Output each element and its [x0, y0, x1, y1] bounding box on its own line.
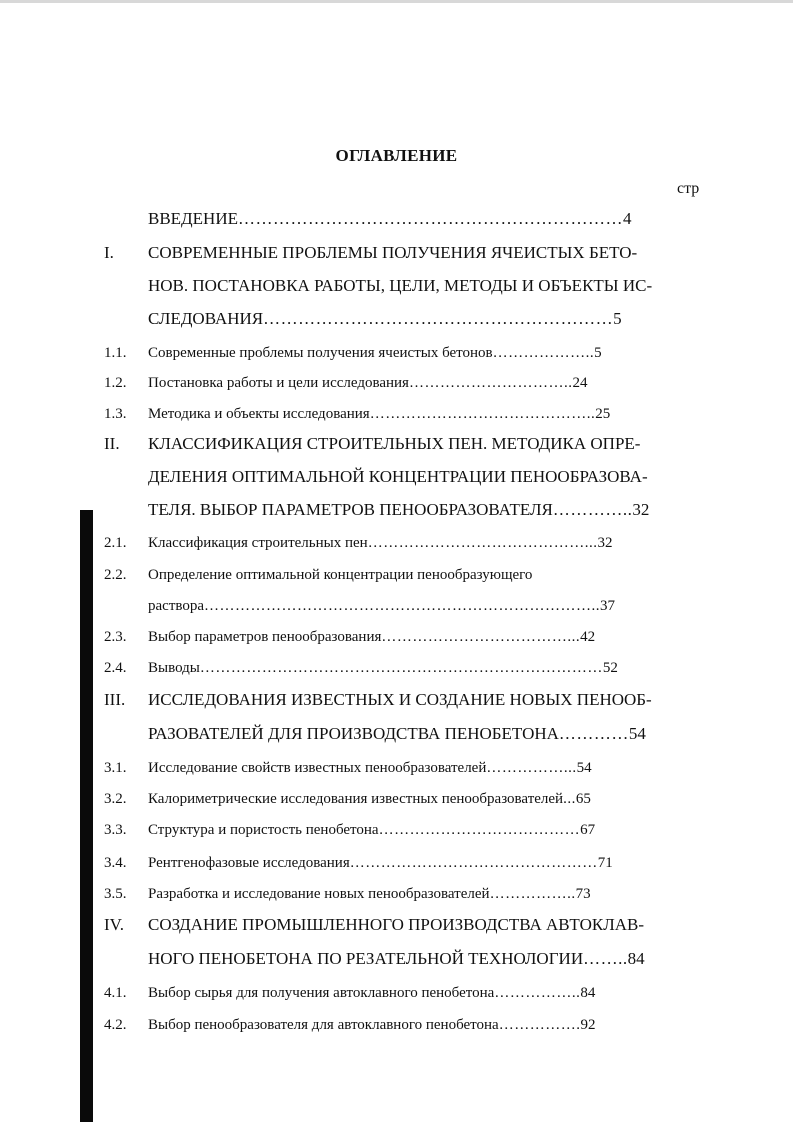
toc-leader-dots: ………………..	[492, 345, 595, 361]
toc-entry-number: 4.2.	[104, 1017, 127, 1033]
toc-leader-dots: …………………………………………………………	[237, 209, 623, 228]
toc-entry-number: 2.2.	[104, 567, 127, 583]
toc-entry-text	[148, 758, 700, 778]
toc-entry-title: Постановка работы и цели исследования	[148, 375, 409, 391]
toc-entry-text	[148, 596, 700, 616]
toc-entry-number: IV.	[104, 915, 124, 934]
toc-page-number: 54	[576, 760, 592, 776]
toc-leader-dots: ……………………………………...	[367, 535, 598, 551]
toc-page-number: 5	[613, 309, 622, 328]
toc-entry-text	[148, 343, 700, 363]
toc-entry-text	[148, 500, 700, 520]
toc-entry-title: РАЗОВАТЕЛЕЙ ДЛЯ ПРОИЗВОДСТВА ПЕНОБЕТОНА	[148, 724, 559, 743]
toc-entry-number: 1.3.	[104, 406, 127, 422]
toc-entry-text	[148, 983, 700, 1003]
toc-entry-title: Выводы	[148, 660, 200, 676]
toc-page-number: 4	[622, 209, 632, 228]
toc-leader-dots: ……………...	[486, 760, 577, 776]
toc-page-number: 32	[632, 500, 650, 519]
toc-leader-dots: ……………………………………………………………………	[199, 660, 603, 676]
toc-entry-title: Выбор пенообразователя для автоклавного пенобетона	[148, 1017, 499, 1033]
toc-entry-number: 3.2.	[104, 791, 127, 807]
toc-entry-title: СОВРЕМЕННЫЕ ПРОБЛЕМЫ ПОЛУЧЕНИЯ ЯЧЕИСТЫХ БЕТО-	[148, 243, 638, 262]
toc-entry-text	[148, 658, 700, 678]
toc-leader-dots: ……………..	[494, 985, 581, 1001]
toc-entry-number: 3.5.	[104, 886, 127, 902]
toc-page-number: 92	[580, 1017, 596, 1033]
toc-entry-title: Выбор параметров пенообразования	[148, 629, 382, 645]
toc-page-number: 32	[597, 535, 613, 551]
toc-entry-number: 4.1.	[104, 985, 127, 1001]
toc-leader-dots: ……………..	[489, 886, 576, 902]
toc-entry-text	[148, 884, 700, 904]
toc-entry-number: 2.4.	[104, 660, 127, 676]
toc-leader-dots: ……………………………………………………	[263, 309, 614, 328]
toc-entry-title: НОВ. ПОСТАНОВКА РАБОТЫ, ЦЕЛИ, МЕТОДЫ И ОБЪЕКТЫ ИС-	[148, 276, 653, 295]
toc-entry-title: Определение оптимальной концентрации пенообразующего	[148, 567, 533, 583]
toc-page-number: 37	[600, 598, 616, 614]
toc-entry-title: Исследование свойств известных пенообразователей	[148, 760, 487, 776]
toc-entry-title: Классификация строительных пен	[148, 535, 368, 551]
scan-edge-top	[0, 0, 793, 3]
toc-entry-title: раствора	[148, 598, 205, 614]
toc-leader-dots: …………………………………	[378, 822, 581, 838]
toc-entry-text	[148, 533, 700, 553]
toc-entry-title: ТЕЛЯ. ВЫБОР ПАРАМЕТРОВ ПЕНООБРАЗОВАТЕЛЯ	[148, 500, 553, 519]
toc-page-number: 54	[628, 724, 646, 743]
toc-entry-title: ДЕЛЕНИЯ ОПТИМАЛЬНОЙ КОНЦЕНТРАЦИИ ПЕНООБРАЗОВА-	[148, 467, 648, 486]
toc-page-number: 42	[580, 629, 596, 645]
toc-page-number: 84	[580, 985, 596, 1001]
toc-entry-number: II.	[104, 434, 120, 453]
toc-entry-text	[148, 373, 700, 393]
toc-entry-number: 2.3.	[104, 629, 127, 645]
toc-entry-title: Структура и пористость пенобетона	[148, 822, 379, 838]
toc-leader-dots: …………	[558, 724, 629, 743]
toc-entry-text	[148, 1015, 700, 1035]
toc-leader-dots: ...	[563, 791, 576, 807]
toc-entry-text	[148, 949, 700, 969]
toc-page-number: 71	[597, 855, 613, 871]
toc-entry-title: ВВЕДЕНИЕ	[148, 209, 238, 228]
toc-entry-text	[148, 853, 700, 873]
toc-entry-number: III.	[104, 690, 126, 709]
page-column-header: стр	[677, 180, 700, 197]
toc-entry-number: 1.2.	[104, 375, 127, 391]
toc-page-number: 73	[575, 886, 591, 902]
toc-entry-title: НОГО ПЕНОБЕТОНА ПО РЕЗАТЕЛЬНОЙ ТЕХНОЛОГИИ	[148, 949, 584, 968]
toc-leader-dots: ……..	[583, 949, 628, 968]
toc-entry-number: 1.1.	[104, 345, 127, 361]
toc-entry-text	[148, 724, 700, 744]
toc-entry-number: I.	[104, 243, 114, 262]
toc-entry-text	[148, 627, 700, 647]
toc-page-number: 84	[627, 949, 645, 968]
toc-page-number: 52	[602, 660, 618, 676]
toc-entry-title: Разработка и исследование новых пенообразователей	[148, 886, 490, 902]
toc-leader-dots: …………………………..	[408, 375, 573, 391]
toc-page-number: 24	[572, 375, 588, 391]
toc-entry-number: 3.3.	[104, 822, 127, 838]
toc-page-number: 5	[594, 345, 602, 361]
toc-entry-title: СОЗДАНИЕ ПРОМЫШЛЕННОГО ПРОИЗВОДСТВА АВТОКЛАВ-	[148, 915, 645, 934]
toc-entry-title: Современные проблемы получения ячеистых бетонов	[148, 345, 493, 361]
page-title: ОГЛАВЛЕНИЕ	[335, 146, 458, 165]
toc-entry-title: Методика и объекты исследования	[148, 406, 370, 422]
toc-page-number: 67	[580, 822, 596, 838]
toc-entry-number: 2.1.	[104, 535, 127, 551]
toc-entry-title: Рентгенофазовые исследования	[148, 855, 350, 871]
toc-entry-text	[148, 404, 700, 424]
toc-entry-number: 3.1.	[104, 760, 127, 776]
toc-page-number: 25	[595, 406, 611, 422]
toc-leader-dots: …………………………………………………………………..	[204, 598, 601, 614]
toc-leader-dots: …………….	[498, 1017, 581, 1033]
toc-leader-dots: ………………………………...	[381, 629, 581, 645]
toc-entry-text	[148, 309, 700, 329]
toc-entry-text	[148, 209, 700, 229]
toc-entry-text	[148, 789, 700, 809]
scan-binding-shadow	[80, 510, 93, 1122]
toc-leader-dots: ……………………………………..	[369, 406, 596, 422]
toc-entry-title: КЛАССИФИКАЦИЯ СТРОИТЕЛЬНЫХ ПЕН. МЕТОДИКА ОПРЕ-	[148, 434, 641, 453]
toc-entry-text	[148, 820, 700, 840]
toc-entry-title: Выбор сырья для получения автоклавного пенобетона	[148, 985, 495, 1001]
toc-entry-title: ИССЛЕДОВАНИЯ ИЗВЕСТНЫХ И СОЗДАНИЕ НОВЫХ ПЕНООБ-	[148, 690, 652, 709]
toc-page-number: 65	[575, 791, 591, 807]
toc-leader-dots: …………………………………………	[349, 855, 598, 871]
toc-leader-dots: …………..	[552, 500, 633, 519]
toc-entry-number: 3.4.	[104, 855, 127, 871]
toc-entry-title: СЛЕДОВАНИЯ	[148, 309, 264, 328]
toc-entry-title: Калориметрические исследования известных пенообразователей	[148, 791, 564, 807]
